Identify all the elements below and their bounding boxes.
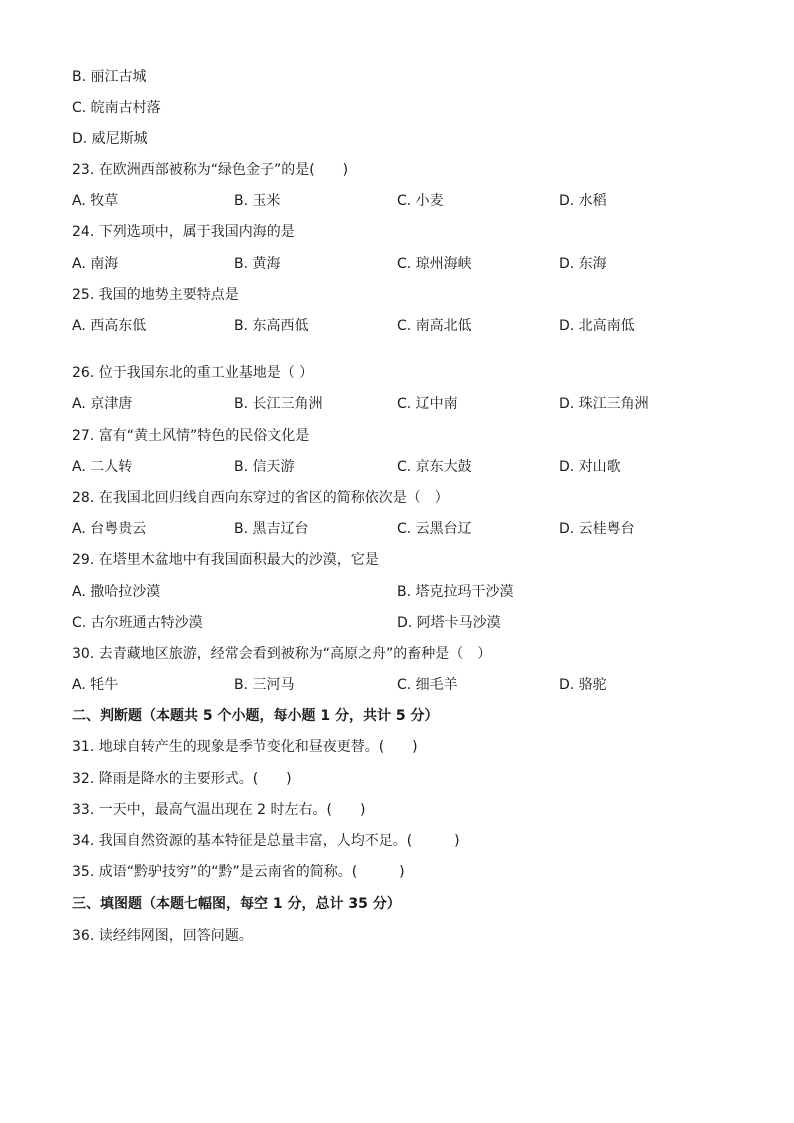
option-c: C. 琼州海峡 [397,256,472,272]
section-heading-judgment: 二、判断题（本题共 5 个小题，每小题 1 分，共计 5 分） [72,708,439,724]
option-b: B. 丽江古城 [72,69,147,85]
option-d: D. 阿塔卡马沙漠 [397,615,501,631]
question-25: 25. 我国的地势主要特点是 [72,287,239,303]
option-c: C. 皖南古村落 [72,100,161,116]
option-b: B. 玉米 [234,193,281,209]
option-a: A. 南海 [72,256,119,272]
option-b: B. 三河马 [234,677,295,693]
question-34: 34. 我国自然资源的基本特征是总量丰富，人均不足。( ) [72,833,460,849]
question-28: 28. 在我国北回归线自西向东穿过的省区的简称依次是（ ） [72,490,449,506]
option-d: D. 北高南低 [559,318,635,334]
question-36: 36. 读经纬网图，回答问题。 [72,928,253,944]
option-c: C. 云黑台辽 [397,521,472,537]
question-27: 27. 富有“黄土风情”特色的民俗文化是 [72,428,310,444]
question-28-options [72,520,772,538]
question-25-options [72,317,772,335]
question-32: 32. 降雨是降水的主要形式。( ) [72,771,292,787]
option-d: D. 对山歌 [559,459,621,475]
option-b: B. 塔克拉玛干沙漠 [397,584,514,600]
question-24: 24. 下列选项中，属于我国内海的是 [72,224,295,240]
option-a: A. 撒哈拉沙漠 [72,584,161,600]
question-23: 23. 在欧洲西部被称为“绿色金子”的是( ) [72,162,349,178]
option-b: B. 东高西低 [234,318,309,334]
question-27-options [72,458,772,476]
option-d: D. 珠江三角洲 [559,396,649,412]
option-b: B. 黑吉辽台 [234,521,309,537]
option-d: D. 威尼斯城 [72,131,148,147]
question-31: 31. 地球自转产生的现象是季节变化和昼夜更替。( ) [72,739,418,755]
question-23-options [72,192,772,210]
question-26: 26. 位于我国东北的重工业基地是（ ） [72,365,314,381]
question-29-options-row1 [72,583,772,601]
option-b: B. 信天游 [234,459,295,475]
question-30-options [72,676,772,694]
option-c: C. 南高北低 [397,318,472,334]
question-26-options [72,395,772,413]
section-heading-map-filling: 三、填图题（本题七幅图，每空 1 分，总计 35 分） [72,896,401,912]
question-29-options-row2 [72,614,772,632]
option-c: C. 古尔班通古特沙漠 [72,615,203,631]
option-a: A. 二人转 [72,459,133,475]
option-c: C. 细毛羊 [397,677,458,693]
option-a: A. 西高东低 [72,318,147,334]
question-35: 35. 成语“黔驴技穷”的“黔”是云南省的简称。( ) [72,864,405,880]
option-d: D. 水稻 [559,193,607,209]
question-30: 30. 去青藏地区旅游，经常会看到被称为“高原之舟”的畜种是（ ） [72,646,492,662]
question-33: 33. 一天中，最高气温出现在 2 时左右。( ) [72,802,366,818]
option-b: B. 长江三角洲 [234,396,323,412]
option-a: A. 牧草 [72,193,119,209]
question-29: 29. 在塔里木盆地中有我国面积最大的沙漠，它是 [72,552,379,568]
option-a: A. 台粤贵云 [72,521,147,537]
question-24-options [72,255,772,273]
option-c: C. 京东大鼓 [397,459,472,475]
option-d: D. 云桂粤台 [559,521,635,537]
option-c: C. 小麦 [397,193,444,209]
option-d: D. 东海 [559,256,607,272]
option-b: B. 黄海 [234,256,281,272]
option-d: D. 骆驼 [559,677,607,693]
option-c: C. 辽中南 [397,396,458,412]
option-a: A. 京津唐 [72,396,133,412]
option-a: A. 牦牛 [72,677,119,693]
